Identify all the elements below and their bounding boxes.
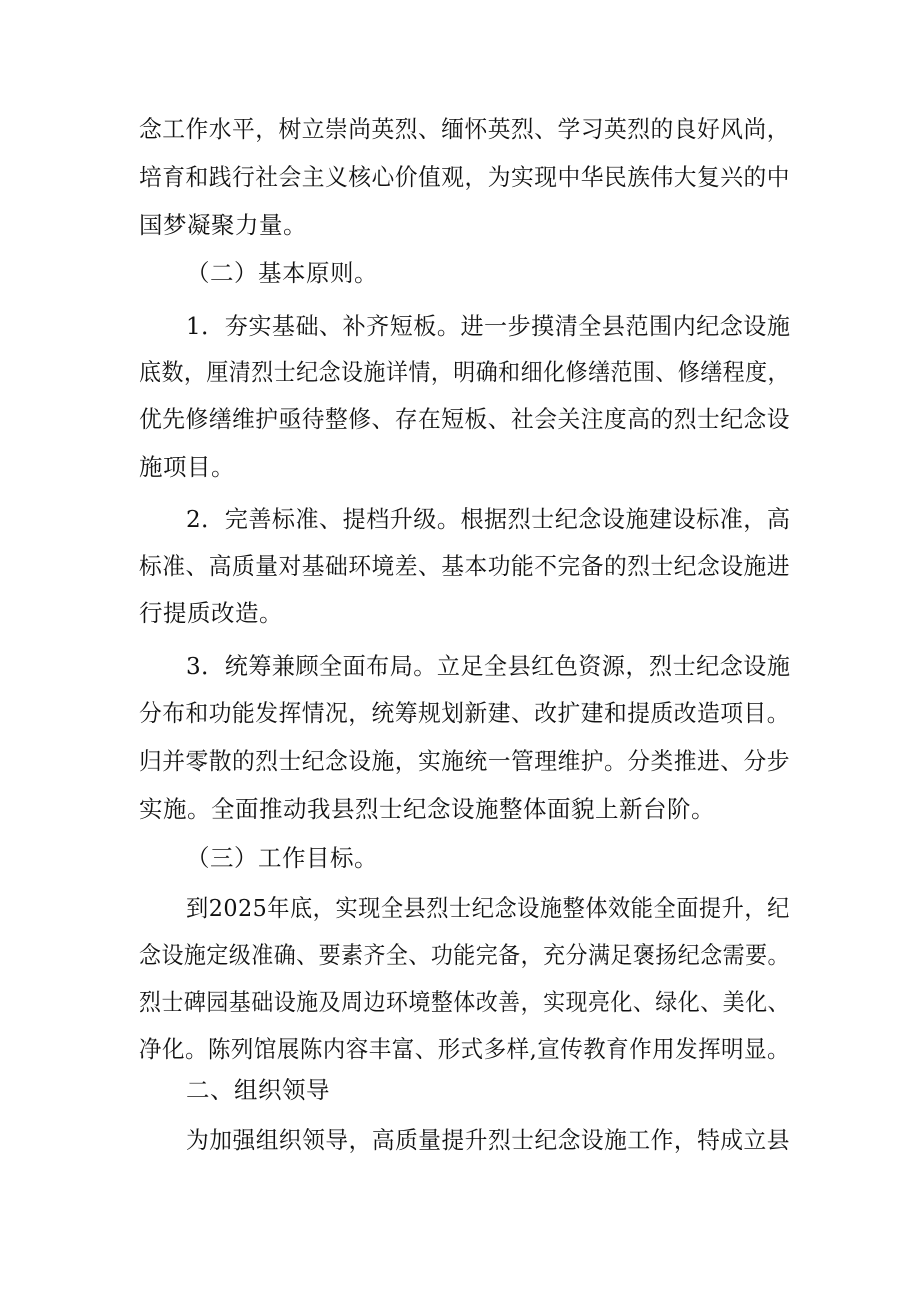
section-heading: （二）基本原则。 <box>186 259 378 287</box>
section-heading: 二、组织领导 <box>186 1076 330 1104</box>
paragraph-line: 标准、高质量对基础环境差、基本功能不完备的烈士纪念设施进 <box>139 552 790 580</box>
paragraph-line: 3．统筹兼顾全面布局。立足全县红色资源，烈士纪念设施 <box>186 652 791 680</box>
paragraph-line: 国梦凝聚力量。 <box>139 211 307 239</box>
paragraph-line: 念工作水平，树立崇尚英烈、缅怀英烈、学习英烈的良好风尚， <box>139 115 790 143</box>
paragraph-line: 归并零散的烈士纪念设施，实施统一管理维护。分类推进、分步 <box>139 747 790 775</box>
paragraph-line: 到2025年底，实现全县烈士纪念设施整体效能全面提升，纪 <box>186 894 790 922</box>
paragraph-line: 行提质改造。 <box>139 599 283 627</box>
paragraph-line: 念设施定级准确、要素齐全、功能完备，充分满足褒扬纪念需要。 <box>139 941 790 969</box>
paragraph-line: 底数，厘清烈士纪念设施详情，明确和细化修缮范围、修缮程度， <box>139 358 790 386</box>
paragraph-line: 培育和践行社会主义核心价值观，为实现中华民族伟大复兴的中 <box>139 163 790 191</box>
paragraph-line: 净化。陈列馆展陈内容丰富、形式多样,宣传教育作用发挥明显。 <box>139 1035 790 1063</box>
paragraph-line: 实施。全面推动我县烈士纪念设施整体面貌上新台阶。 <box>139 795 715 823</box>
paragraph-line: 分布和功能发挥情况，统筹规划新建、改扩建和提质改造项目。 <box>139 699 790 727</box>
paragraph-line: 2．完善标准、提档升级。根据烈士纪念设施建设标准，高 <box>186 505 791 533</box>
paragraph-line: 为加强组织领导，高质量提升烈士纪念设施工作，特成立县 <box>186 1126 790 1154</box>
paragraph-line: 优先修缮维护亟待整修、存在短板、社会关注度高的烈士纪念设 <box>139 405 790 433</box>
paragraph-line: 施项目。 <box>139 453 235 481</box>
paragraph-line: 1．夯实基础、补齐短板。进一步摸清全县范围内纪念设施 <box>186 312 791 340</box>
paragraph-line: 烈士碑园基础设施及周边环境整体改善，实现亮化、绿化、美化、 <box>139 988 790 1016</box>
section-heading: （三）工作目标。 <box>186 844 378 872</box>
